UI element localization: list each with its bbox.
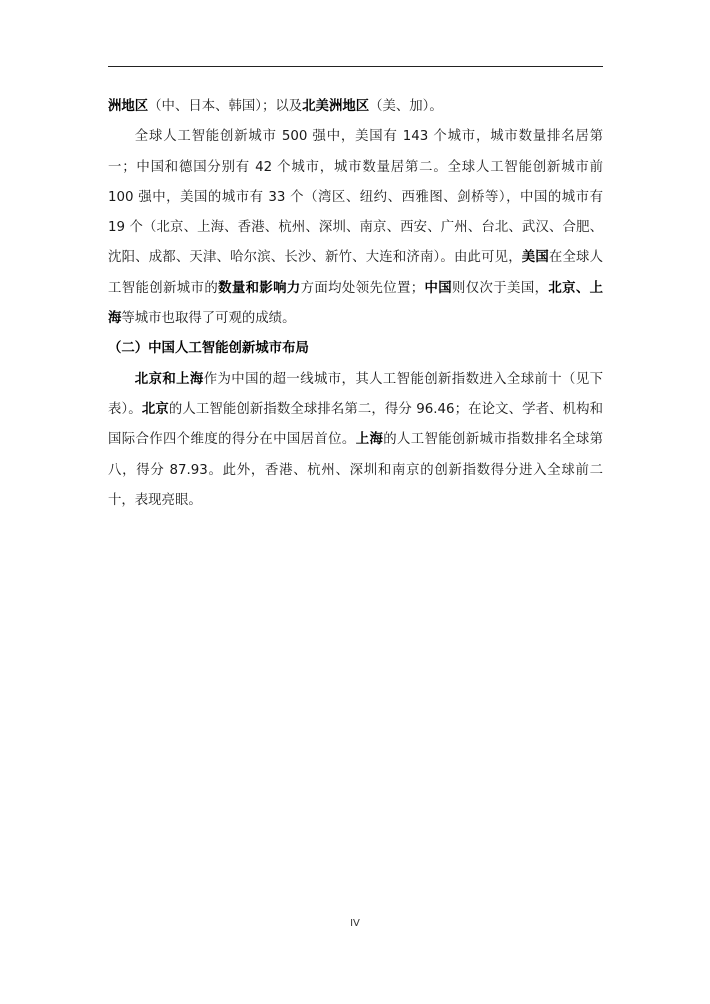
page-number: IV [350,918,360,929]
body-text: 的人工智能创新城市指数排名全球第八，得分 87.93。此外，香港、杭州、深圳和南京的创新指数得分进入全球前二十，表现亮眼。 [108,432,604,508]
body-text: （美、加）。 [369,99,443,114]
bold-text: 北京和上海 [134,371,204,387]
paragraph-continuation [108,92,603,122]
bold-text: 上海 [355,432,384,448]
body-text: 则仅次于美国， [452,280,549,296]
body-text: 的人工智能创新指数全球排名第二，得分 96.46；在论文、学者、机构和国际合作四个维度的得分在中国居首位。 [108,401,603,448]
document-body [108,92,603,516]
body-text: （中、日本、韩国）；以及 [148,99,303,114]
body-text: 作为中国的超一线城市，其人工智能创新指数进入全球前十（见下表）。 [108,371,604,417]
section-heading: （二）中国人工智能创新城市布局 [108,341,309,357]
bold-text: 中国 [424,280,453,296]
body-text: 等城市也取得了可观的成绩。 [121,311,296,327]
body-text: 全球人工智能创新城市 500 强中，美国有 143 个城市，城市数量排名居第一；中国和德国分别有 42 个城市，城市数量居第二。全球人工智能创新城市前 100 强中，美国的城市有 33 个（湾区、纽约、西雅图、剑桥等），中国的城市有 19 个（北京、上海、香港、杭州、深圳、南京、西安、广州、台北、武汉、合肥、沈阳、成都、天津、哈尔滨、长沙、新竹、大连和济南）。由此可见， [108,129,603,266]
bold-text: 北京、上海 [108,280,604,327]
body-text: 在全球人工智能创新城市的 [108,250,604,296]
bold-text: 洲地区 [108,99,149,114]
body-text: 方面均处领先位置； [300,280,425,296]
paragraph-city-ranking [108,122,603,334]
bold-text: 美国 [521,250,549,266]
bold-text: 北美洲地区 [302,99,370,114]
paragraph-china-layout [108,365,603,516]
bold-text: 数量和影响力 [218,280,301,296]
header-rule [108,66,603,67]
bold-text: 北京 [141,401,169,417]
